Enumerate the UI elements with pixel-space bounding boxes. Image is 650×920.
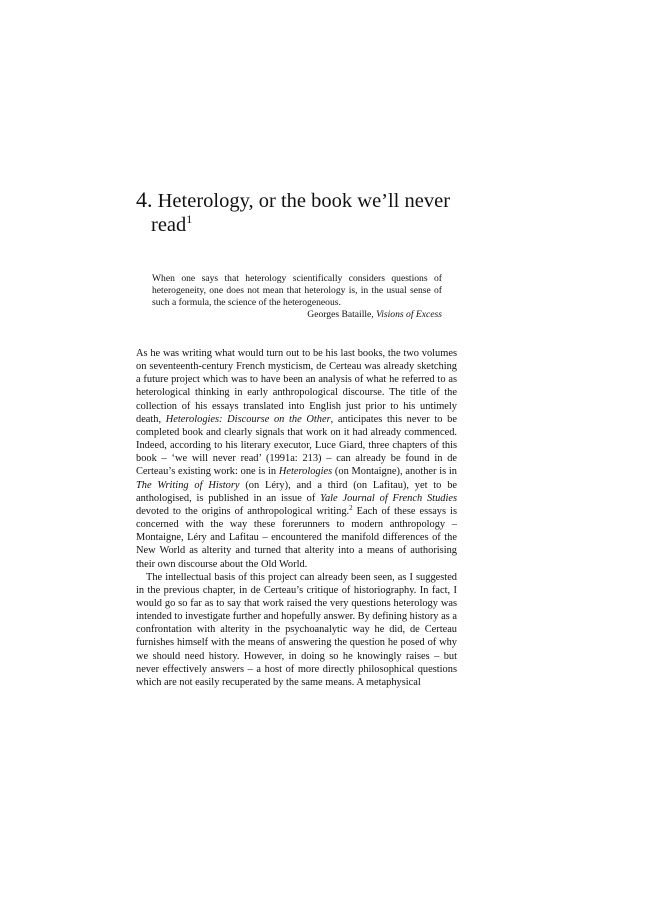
epigraph-work: Visions of Excess	[376, 309, 442, 320]
paragraph-1-text-b: , anticipates this never to be completed book and clearly signals that work on it had already commenced. Indeed, according to his literary executor, Luce Giard, three chapters of this book – ‘we will never read’ (1991a: 213) – can already be found in de Certeau’s existing work: one is in	[136, 413, 457, 478]
chapter-title	[136, 188, 466, 237]
title-yale-journal: Yale Journal of French Studies	[320, 492, 457, 504]
paragraph-1-text-d: (on Léry), and a third (on Lafitau), yet to be anthologised, is published in an issue of	[136, 479, 458, 504]
title-writing-of-history: The Writing of History	[136, 479, 240, 491]
title-heterologies: Heterologies	[278, 466, 333, 478]
chapter-title-line-2: read	[151, 214, 187, 236]
title-heterologies-discourse: Heterologies: Discourse on the Other	[165, 413, 331, 425]
epigraph-attribution	[152, 309, 442, 321]
epigraph-author: Georges Bataille,	[307, 309, 377, 320]
chapter-number: 4.	[136, 187, 153, 212]
paragraph-1-text-f: Each of these essays is concerned with the way these forerunners to modern anthropology – Montaigne, Léry and Lafitau – encountered the manifold differences of the New World as alterity and turned that alterity into a means of authorising their own discourse about the Old World.	[136, 505, 457, 570]
paragraph-1	[136, 347, 457, 571]
paragraph-1-text-e: devoted to the origins of anthropological writing.	[136, 505, 350, 517]
chapter-title-line-1: Heterology, or the book we’ll never	[157, 190, 451, 212]
paragraph-2: The intellectual basis of this project can already been seen, as I suggested in the previous chapter, in de Certeau’s critique of historiography. In fact, I would go so far as to say that work raised the very questions heterology was intended to investigate further and hopefully answer. By defining history as a confrontation with alterity in the psychoanalytic way he did, de Certeau furnishes himself with the means of answering the question he posed of why we should need history. However, in doing so he knowingly raises – but never effectively answers – a host of more directly philosophical questions which are not easily recuperated by the same means. A metaphysical	[136, 571, 457, 688]
footnote-marker-2: 2	[349, 503, 353, 512]
paragraph-1-text-c: (on Montaigne), another is in	[332, 466, 457, 478]
paragraph-1-text-a: As he was writing what would turn out to be his last books, the two volumes on seventeenth-century French mysticism, de Certeau was already sketching a future project which was to have been an analysis of what he referred to as heterological thinking in early anthropological discourse. The title of the collection of his essays translated into English just prior to his untimely death,	[136, 348, 457, 425]
epigraph-quote: When one says that heterology scientifically considers questions of heterogeneity, one does not mean that heterology is, in the usual sense of such a formula, the science of the heterogeneous.	[152, 273, 442, 308]
body-text	[136, 347, 457, 689]
chapter-title-footnote-marker: 1	[186, 212, 193, 226]
